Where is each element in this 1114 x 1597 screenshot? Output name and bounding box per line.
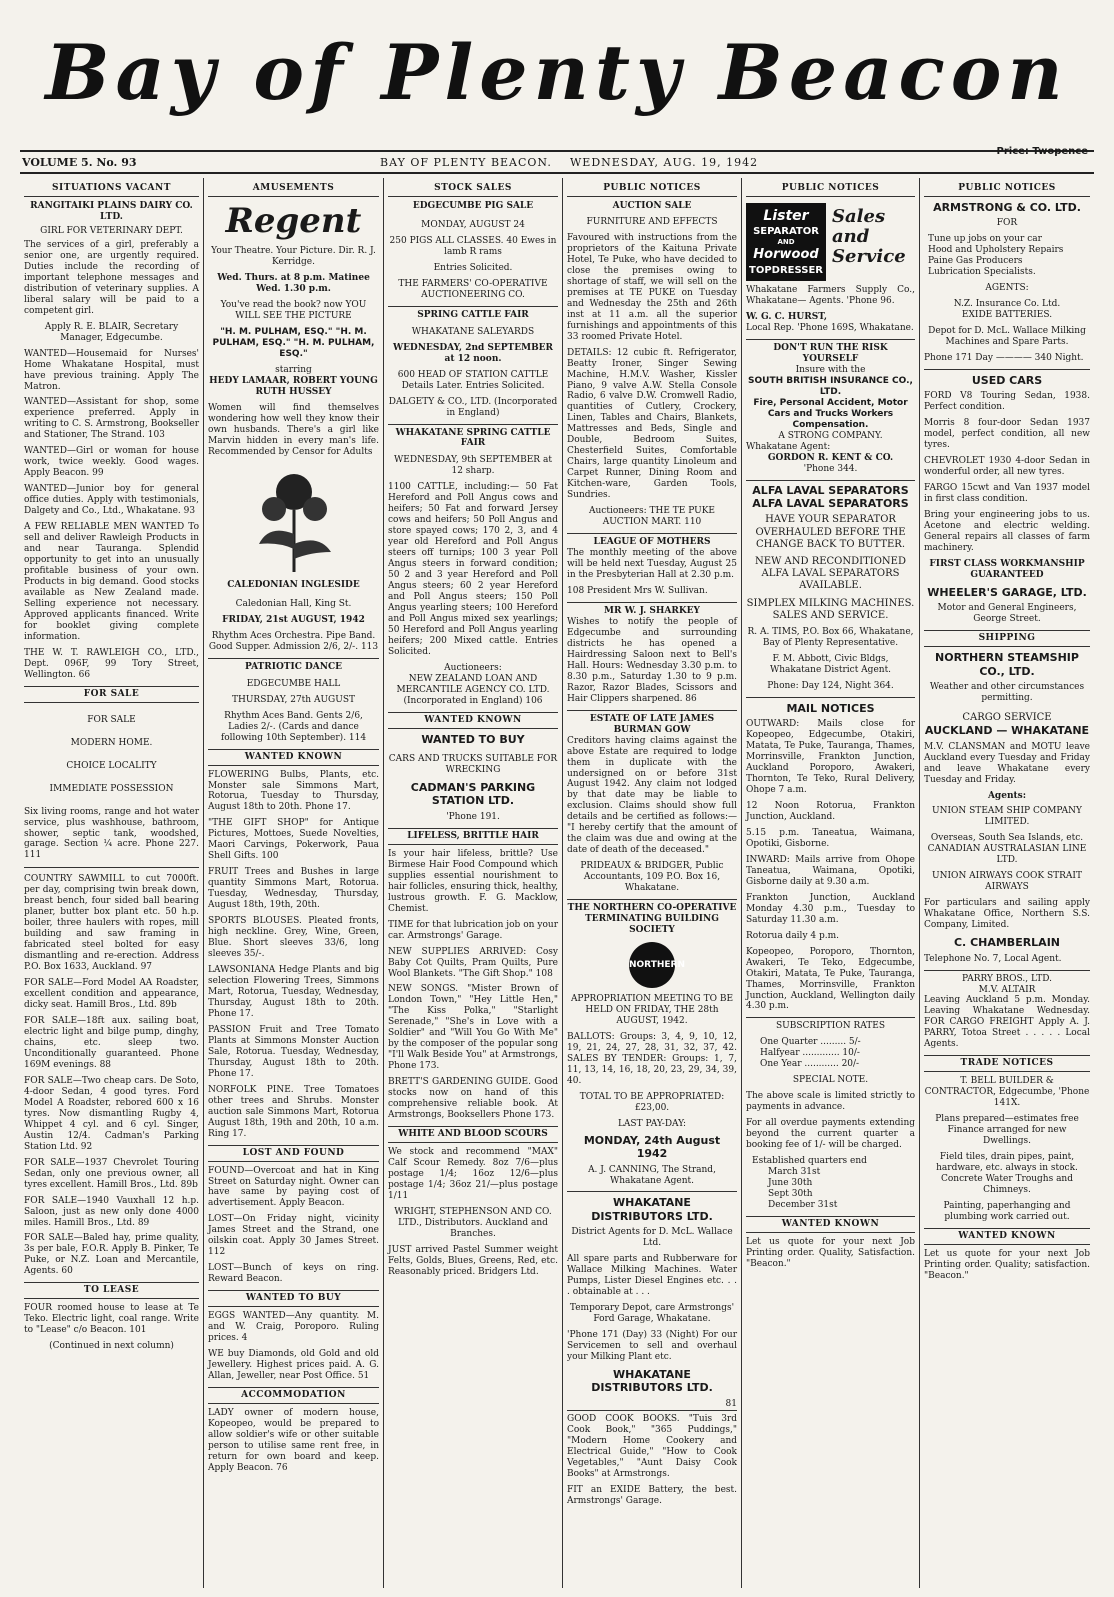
classified-ad: A FEW RELIABLE MEN WANTED To sell and deliver Rawleigh Products in and near Tauranga. Splendid opportunity to get into an unusually profitable business of your own. Products in big demand. Good stocks available as New Zealand made. Selling experience not necessary. Approved applicants financed. Write for booklet giving complete information.	[24, 522, 199, 642]
ad-line: 600 HEAD OF STATION CATTLE Details Later. Entries Solicited.	[397, 369, 549, 391]
classified-ad: FLOWERING Bulbs, Plants, etc. Monster sale Simmons Mart, Rotorua, Tuesday to Thursday, August 18th to 20th. Phone 17.	[208, 769, 379, 813]
ad-line: Paine Gas Producers	[928, 256, 1023, 267]
classified-ad: WANTED—Junior boy for general office duties. Apply with testimonials, Dalgety and Co., Ltd., Whakatane. 93	[24, 484, 199, 517]
ad-body: Favoured with instructions from the proprietors of the Kaituna Private Hotel, Te Puke, who have decided to close the premises owing to shortage of staff, we will sell on the premises at TE PUKE on Tuesday and Wednesday the 25th and 26th inst at 11 a.m. all the superior furnishings and appointments of this 33 roomed Private Hotel.	[567, 232, 737, 342]
ad-title: CALEDONIAN INGLESIDE	[227, 579, 360, 590]
paper-name: BAY OF PLENTY BEACON.	[380, 156, 552, 169]
ad-body: Leaving Auckland 5 p.m. Monday. Leaving Whakatane Wednesday. FOR CARGO FREIGHT Apply A. J. PARRY, Totoa Street . . . . . Local Agents.	[924, 995, 1090, 1050]
section-heading: WANTED KNOWN	[746, 1216, 915, 1233]
column-6	[919, 178, 1094, 1588]
section-heading: TRADE NOTICES	[924, 1055, 1090, 1072]
ad-number: 81	[725, 1398, 737, 1409]
brand-name: Horwood	[753, 247, 819, 263]
ad-signature: Apply R. E. BLAIR, Secretary Manager, Edgecumbe.	[44, 321, 179, 343]
section-heading: SHIPPING	[924, 630, 1090, 647]
ad-line: THURSDAY, 27th AUGUST	[232, 694, 355, 705]
lister-logo	[746, 203, 826, 281]
section-heading: PUBLIC NOTICES	[746, 181, 915, 197]
ad-line: T. BELL BUILDER & CONTRACTOR, Edgecumbe, 'Phone 141X.	[924, 1076, 1090, 1109]
classified-ad: CHEVROLET 1930 4-door Sedan in wonderful order, all new tyres.	[924, 456, 1090, 478]
ad-body: Wishes to notify the people of Edgecumbe and surrounding districts he has opened a Hairdressing Saloon next to Bell's Hall. Hours: Wednesday 3.30 p.m. to 8.30 p.m., Saturday 1.30 to 9 p.m. Razor, Razor Blades, Scissors and Hair Clippers sharpened. 86	[567, 616, 737, 704]
ad-body: Six living rooms, range and hot water service, plus washhouse, bathroom, shower, septic tank, woodshed, garage. Section ¼ acre. Phone 227. 111	[24, 806, 199, 861]
thistle-icon	[249, 464, 339, 574]
columns	[20, 178, 1094, 1588]
film-title: "H. M. PULHAM, ESQ." "H. M. PULHAM, ESQ." "H. M. PULHAM, ESQ."	[212, 327, 375, 360]
ad-title: WHAKATANE DISTRIBUTORS LTD.	[591, 1367, 713, 1395]
info-bar	[20, 146, 1094, 170]
northern-logo-icon: NORTHERN	[629, 942, 675, 988]
ad-line: Phone 171 Day ———— 340 Night.	[924, 353, 1084, 364]
ad-title: MONDAY, 24th August 1942	[583, 1133, 721, 1161]
ad-line: Agents:	[987, 790, 1027, 801]
ad-body: Creditors having claims against the above Estate are required to lodge them in duplicate with the undersigned on or before 31st August 1942. Any claim not lodged by that date may be liable to exclusion. Claims should show full details and be certified as follows:— "I hereby certify that the amount of the claim was due and owing at the date of death of the deceased."	[567, 735, 737, 856]
ad-body: DETAILS: 12 cubic ft. Refrigerator, Beatty Ironer, Singer Sewing Machine, H.M.V. Washer, Kissler Piano, 9 valve A.W. Stella Console Radio, 6 valve D.W. Cromwell Radio, quantities of Cutlery, Crockery, Linen, Tables and Chairs, Blankets, Mattresses and Beds, Single and Double, Bedroom Suites, Chesterfield Suites, Comfortable Chairs, large quantity Linoleum and Carpet Runner, Dining Room and Kitchen-ware, Garden Tools, Sundries.	[567, 347, 737, 501]
ad-title: DON'T RUN THE RISK YOURSELF	[746, 339, 915, 365]
ad-title: ESTATE OF LATE JAMES BURMAN GOW	[567, 710, 737, 736]
ad-line: WHAKATANE SALEYARDS	[411, 326, 535, 337]
ad-line: GORDON R. KENT & CO.	[767, 452, 894, 463]
ad-body: 5.15 p.m. Taneatua, Waimana, Opotiki, Gisborne.	[746, 827, 915, 849]
classified-ad: NEW SUPPLIES ARRIVED: Cosy Baby Cot Quilts, Pram Quilts, Pure Wool Blankets. "The Gift Shop." 108	[388, 946, 558, 979]
ad-title: WANTED TO BUY	[421, 732, 525, 746]
divider	[24, 867, 199, 868]
classified-ad: TIME for that lubrication job on your car. Armstrongs' Garage.	[388, 919, 558, 941]
classified-ad: FRUIT Trees and Bushes in large quantity Simmons Mart, Rotorua. Tuesday, Wednesday, Thursday, August 18th, 19th, 20th.	[208, 867, 379, 911]
section-heading: FOR SALE	[24, 686, 199, 703]
ad-line: March 31st	[768, 1167, 821, 1178]
ad-line: Caledonian Hall, King St.	[235, 598, 352, 609]
ad-line: WEDNESDAY, 9th SEPTEMBER at 12 sharp.	[394, 455, 552, 477]
ad-line: 'Phone 344.	[803, 463, 858, 474]
ad-line: December 31st	[768, 1200, 838, 1211]
ad-title: MAIL NOTICES	[746, 697, 915, 715]
classified-ad: NORFOLK PINE. Tree Tomatoes other trees and Shrubs. Monster auction sale Simmons Mart, Rotorua August 18th, 19th and 20th, 10 a.m. Ring 17.	[208, 1084, 379, 1139]
classified-ad: WANTED—Housemaid for Nurses' Home Whakatane Hospital, must have previous training. Apply The Matron.	[24, 348, 199, 392]
ad-subtitle: GIRL FOR VETERINARY DEPT.	[40, 225, 183, 236]
classified-ad: Let us quote for your next Job Printing order. Quality, Satisfaction. "Beacon."	[746, 1236, 915, 1269]
ad-title: AUCKLAND — WHAKATANE	[924, 724, 1090, 738]
ad-title: AUCTION SALE	[612, 200, 692, 211]
classified-ad: "THE GIFT SHOP" for Antique Pictures, Mottoes, Suede Novelties, Maori Carvings, Pokerwork, Paua Shell Gifts. 100	[208, 818, 379, 862]
brand-line: TOPDRESSER	[749, 265, 823, 277]
ad-line: Phone: Day 124, Night 364.	[767, 680, 894, 691]
classified-ad: JUST arrived Pastel Summer weight Felts, Golds, Blues, Greens, Red, etc. Reasonably priced. Bridgers Ltd.	[388, 1244, 558, 1277]
ad-line: FURNITURE AND EFFECTS	[586, 216, 718, 227]
section-heading: SITUATIONS VACANT	[24, 181, 199, 197]
ad-signature: WRIGHT, STEPHENSON AND CO. LTD., Distributors. Auckland and Branches.	[394, 1206, 552, 1239]
ad-signature: PRIDEAUX & BRIDGER, Public Accountants, 109 P.O. Box 16, Whakatane.	[580, 861, 724, 894]
ad-body: Rotorua daily 4 p.m.	[746, 930, 839, 941]
ad-line: A STRONG COMPANY.	[778, 430, 883, 441]
classified-ad: FOR SALE—Ford Model AA Roadster, excellent condition and appearance, dicky seat. Hamill Bros., Ltd. 89b	[24, 978, 199, 1011]
ad-body: All spare parts and Rubberware for Wallace Milking Machines. Water Pumps, Lister Diesel Engines etc. . . . obtainable at . . .	[567, 1254, 737, 1298]
ad-body: Whakatane Farmers Supply Co., Whakatane— Agents. 'Phone 96.	[746, 285, 915, 307]
ad-title: CADMAN'S PARKING STATION LTD.	[410, 781, 536, 808]
classified-ad: Morris 8 four-door Sedan 1937 model, perfect condition, all new tyres.	[924, 418, 1090, 451]
ad-title: ARMSTRONG & CO. LTD.	[933, 200, 1081, 214]
ad-line: APPROPRIATION MEETING TO BE HELD ON FRIDAY, THE 28th AUGUST, 1942.	[570, 994, 734, 1026]
sales-service-logo: Sales and Service	[832, 205, 906, 267]
ad-line: WEDNESDAY, 2nd SEPTEMBER at 12 noon.	[392, 342, 554, 364]
ad-body: The services of a girl, preferably a senior one, are urgently required. Duties include the recording of important telephone messages and distribution of veterinary supplies. A liberal salary will be paid to a competent girl.	[24, 239, 199, 316]
classified-ad: FOR SALE—Two cheap cars. De Soto, 4-door Sedan, 4 good tyres. Ford Model A Roadster, rebored 600 x 16 tyres. Now dismantling Rugby 4, Whippet 4 cyl. and 6 cyl. Singer, Austin 12/4. Cadman's Parking Station Ltd. 92	[24, 1075, 199, 1152]
ad-line: MONDAY, AUGUST 24	[421, 219, 525, 230]
classified-ad: FOR SALE—1940 Vauxhall 12 h.p. Saloon, just as new only done 4000 miles. Hamill Bros., Ltd. 89	[24, 1195, 199, 1228]
ad-line: Weather and other circumstances permitting.	[929, 682, 1085, 704]
volume-number: VOLUME 5. No. 93	[22, 156, 137, 169]
continued-note: (Continued in next column)	[49, 1341, 174, 1352]
ad-line: N.Z. Insurance Co. Ltd.	[953, 299, 1061, 310]
ad-line: Whakatane Agent:	[746, 441, 831, 452]
issue-date: WEDNESDAY, AUG. 19, 1942	[570, 156, 759, 169]
ad-title: MR W. J. SHARKEY	[567, 602, 737, 617]
classified-ad: FIT an EXIDE Battery, the best. Armstrongs' Garage.	[567, 1484, 737, 1506]
section-heading: AMUSEMENTS	[208, 181, 379, 197]
ad-line: starring	[275, 365, 312, 376]
ad-line: FRIDAY, 21st AUGUST, 1942	[222, 614, 365, 625]
column-1	[20, 178, 203, 1588]
ad-line: SIMPLEX MILKING MACHINES. SALES AND SERVICE.	[746, 597, 915, 621]
section-heading: LOST AND FOUND	[208, 1145, 379, 1162]
ad-line: Motor and General Engineers, George Street.	[937, 603, 1077, 625]
ad-signature: NEW ZEALAND LOAN AND MERCANTILE AGENCY CO. LTD. (Incorporated in England) 106	[396, 673, 550, 706]
ad-body: The monthly meeting of the above will be held next Tuesday, August 25 in the Presbyterian Hall at 2.30 p.m.	[567, 548, 737, 580]
section-heading: PUBLIC NOTICES	[924, 181, 1090, 197]
ad-signature: Auctioneers: THE TE PUKE AUCTION MART. 110	[588, 506, 715, 528]
section-heading: WANTED KNOWN	[388, 712, 558, 729]
ad-title: ALFA LAVAL SEPARATORS	[746, 480, 915, 497]
ad-body: Women will find themselves wondering how well they know their own husbands. There's a girl like Marvin hidden in every man's life. Recommended by Censor for Adults	[208, 403, 379, 457]
classified-ad: SPORTS BLOUSES. Pleated fronts, high neckline. Grey, Wine, Green, Blue. Short sleeves 33/6, long sleeves 35/-.	[208, 916, 379, 960]
ad-title: RANGITAIKI PLAINS DAIRY CO. LTD.	[30, 200, 193, 222]
ad-line: FIRST CLASS WORKMANSHIP GUARANTEED	[929, 559, 1085, 580]
ad-body: Frankton Junction, Auckland Monday 4.30 p.m., Tuesday to Saturday 11.30 a.m.	[746, 892, 915, 925]
ad-line: Lubrication Specialists.	[928, 267, 1036, 278]
section-heading: PUBLIC NOTICES	[567, 181, 737, 197]
column-5	[741, 178, 919, 1588]
cattle-list: 1100 CATTLE, including:— 50 Fat Hereford and Poll Angus cows and heifers; 50 Fat and forward Jersey cows and heifers; 50 Poll Angus and store spayed cows; 170 2, 3, and 4 year old Hereford and Poll Angus steers off turnips; 100 3 year Poll Angus steers in forward condition; 50 2 and 3 year Hereford and Poll Angus steers; 60 2 year Hereford and Poll Angus steers; 150 Poll Angus yearling steers; 100 Hereford and Poll Angus mixed sex yearlings; 50 Hereford and Poll Angus yearling heifers; 200 Mixed cattle. Entries Solicited.	[388, 482, 558, 657]
classified-ad: GOOD COOK BOOKS. "Tuis 3rd Cook Book," "365 Puddings," "Modern Home Cookery and Electrical Guide," "How to Cook Vegetables," "Aunt Daisy Cook Books" at Armstrongs.	[567, 1410, 737, 1480]
classified-ad: EGGS WANTED—Any quantity. M. and W. Craig, Poroporo. Ruling prices. 4	[208, 1311, 379, 1344]
ad-body: M.V. CLANSMAN and MOTU leave Auckland every Tuesday and Friday and leave Whakatane every Tuesday and Friday.	[924, 741, 1090, 785]
ad-title: ALFA LAVAL SEPARATORS	[752, 497, 909, 511]
ad-body: For particulars and sailing apply Whakatane Office, Northern S.S. Company, Limited.	[924, 898, 1090, 931]
ad-title: PATRIOTIC DANCE	[208, 658, 379, 673]
ad-title: LEAGUE OF MOTHERS	[567, 533, 737, 548]
ad-line: FOR	[996, 218, 1018, 229]
ad-title: WHAKATANE DISTRIBUTORS LTD.	[567, 1191, 737, 1223]
ad-title: THE NORTHERN CO-OPERATIVE TERMINATING BUILDING SOCIETY	[567, 899, 737, 936]
ad-line: June 30th	[768, 1178, 813, 1189]
ad-line: F. M. Abbott, Civic Bldgs, Whakatane District Agent.	[769, 653, 892, 675]
classified-ad: WE buy Diamonds, old Gold and old Jewellery. Highest prices paid. A. G. Allan, Jeweller, near Post Office. 51	[208, 1349, 379, 1382]
ad-signature: DALGETY & CO., LTD. (Incorporated in England)	[388, 396, 558, 418]
ad-signature: THE FARMERS' CO-OPERATIVE AUCTIONEERING CO.	[398, 278, 548, 300]
classified-ad: FOR SALE—18ft aux. sailing boat, electric light and bilge pump, dinghy, chains, etc. sleep two. Unconditionally guaranteed. Phone 169M evenings. 88	[24, 1016, 199, 1070]
ad-line: EDGECUMBE HALL	[246, 678, 341, 689]
lister-ad	[746, 201, 915, 285]
ad-line: 250 PIGS ALL CLASSES. 40 Ewes in lamb R rams	[389, 235, 557, 257]
ad-line: District Agents for D. McL. Wallace Ltd.	[571, 1227, 733, 1249]
column-2	[203, 178, 383, 1588]
ad-signature: 108 President Mrs W. Sullivan.	[567, 585, 708, 596]
classified-ad: Let us quote for your next Job Printing order. Quality; satisfaction. "Beacon."	[924, 1248, 1090, 1281]
ad-line: You've read the book? now YOU WILL SEE THE PICTURE	[220, 300, 367, 322]
ad-line: LAST PAY-DAY:	[617, 1118, 687, 1129]
section-heading: TO LEASE	[24, 1282, 199, 1299]
ad-line: Overseas, South Sea Islands, etc. CANADIAN AUSTRALASIAN LINE LTD.	[927, 833, 1087, 866]
classified-ad: FOUND—Overcoat and hat in King Street on Saturday night. Owner can have same by paying cost of advertisement. Apply Beacon.	[208, 1165, 379, 1209]
section-heading: WANTED TO BUY	[208, 1290, 379, 1307]
classified-ad: PASSION Fruit and Tree Tomato Plants at Simmons Monster Auction Sale, Rotorua. Tuesday, Wednesday, Thursday, August 18th to 20th. Phone 17.	[208, 1024, 379, 1079]
classified-ad: FOUR roomed house to lease at Te Teko. Electric light, coal range. Write to "Lease" c/o Beacon. 101	[24, 1303, 199, 1336]
ad-body: Is your hair lifeless, brittle? Use Birmese Hair Food Compound which supplies essential nourishment to hair follicles, ensuring thick, healthy, lustrous growth. F. G. Macklow, Chemist.	[388, 848, 558, 914]
ad-line: Sept 30th	[768, 1189, 813, 1200]
ad-signature: A. J. CANNING, The Strand, Whakatane Agent.	[588, 1164, 716, 1186]
section-heading: WANTED KNOWN	[208, 749, 379, 766]
newspaper-title: Bay of Plenty Beacon	[45, 28, 1069, 117]
ad-body: For all overdue payments extending beyond the current quarter a booking fee of 1/- will be charged.	[746, 1118, 915, 1151]
ad-line: Telephone No. 7, Local Agent.	[924, 953, 1062, 964]
top-rule	[20, 150, 1094, 152]
ad-line: CHOICE LOCALITY	[66, 760, 157, 771]
brand-line: SEPARATOR	[753, 226, 819, 238]
classified-ad: BRETT'S GARDENING GUIDE. Good stocks now on hand of this comprehensive reliable book. At Armstrongs, Booksellers Phone 173.	[388, 1077, 558, 1121]
ad-line: NEW AND RECONDITIONED ALFA LAVAL SEPARATORS AVAILABLE.	[755, 556, 906, 592]
ad-line: Local Rep. 'Phone 169S, Whakatane.	[746, 323, 914, 334]
ad-body: Kopeopeo, Poroporo, Thornton, Awakeri, Te Teko, Edgecumbe, Otakiri, Matata, Te Puke, Tauranga, Thames, Morrinsville, Frankton Junction, Auckland, Wellington daily 4.30 p.m.	[746, 946, 915, 1012]
ad-line: Depot for D. McL. Wallace Milking Machines and Spare Parts.	[928, 326, 1086, 348]
ad-line: Entries Solicited.	[433, 262, 513, 273]
classified-ad: LOST—On Friday night, vicinity James Street and the Strand, one oilskin coat. Apply 30 James Street. 112	[208, 1214, 379, 1258]
ad-line: Hood and Upholstery Repairs	[928, 245, 1064, 256]
ad-line: UNION STEAM SHIP COMPANY LIMITED.	[932, 806, 1082, 828]
masthead	[0, 0, 1114, 150]
ad-body: 12 Noon Rotorua, Frankton Junction, Auckland.	[746, 800, 915, 822]
ad-line: Rhythm Aces Band. Gents 2/6, Ladies 2/-. (Cards and dance following 10th September). 114	[220, 710, 367, 743]
section-heading: ACCOMMODATION	[208, 1387, 379, 1404]
column-4	[562, 178, 741, 1588]
ad-line: Rhythm Aces Orchestra. Pipe Band. Good Supper. Admission 2/6, 2/-. 113	[208, 630, 379, 652]
ad-title: C. CHAMBERLAIN	[953, 936, 1060, 950]
ad-line: Field tiles, drain pipes, paint, hardware, etc. always in stock. Concrete Water Troughs and Chimneys.	[936, 1152, 1078, 1195]
ad-title: SOUTH BRITISH INSURANCE CO., LTD.	[748, 375, 913, 397]
ad-line: Fire, Personal Accident, Motor Cars and Trucks Workers Compensation.	[753, 397, 908, 430]
ad-title: EDGECUMBE PIG SALE	[412, 200, 534, 211]
ad-line: CARGO SERVICE	[962, 712, 1052, 724]
ad-title: WHITE AND BLOOD SCOURS	[388, 1126, 558, 1143]
ad-line: 'Phone 191.	[446, 811, 500, 822]
rate-row: One Quarter ......... 5/-	[760, 1037, 861, 1048]
classified-ad: FOR SALE—1937 Chevrolet Touring Sedan, only one previous owner, all tyres excellent. Hamill Bros., Ltd. 89b	[24, 1157, 199, 1190]
ad-line: AGENTS:	[985, 283, 1029, 294]
ad-body: INWARD: Mails arrive from Ohope Taneatua, Waimana, Opotiki, Gisborne daily at 9.30 a.m.	[746, 854, 915, 887]
classified-ad: WANTED—Assistant for shop, some experience preferred. Apply in writing to C. S. Armstrong, Bookseller and Stationer, The Strand. 103	[24, 397, 199, 441]
ad-body: The above scale is limited strictly to payments in advance.	[746, 1091, 915, 1113]
ad-line: M.V. ALTAIR	[978, 984, 1036, 995]
ad-line: MODERN HOME.	[70, 737, 153, 748]
ad-title: WHAKATANE SPRING CATTLE FAIR	[388, 424, 558, 450]
ad-line: CARS AND TRUCKS SUITABLE FOR WRECKING	[388, 754, 558, 776]
ad-title: NORTHERN STEAMSHIP CO., LTD.	[935, 651, 1079, 678]
ad-body: OUTWARD: Mails close for Kopeopeo, Edgecumbe, Otakiri, Matata, Te Puke, Tauranga, Thames, Morrinsville, Frankton Junction, Auckland Poroporo, Awakeri, Thornton, Te Teko, Rural Delivery, Ohope 7 a.m.	[746, 719, 915, 796]
ad-body: 'Phone 171 (Day) 33 (Night) For our Servicemen to sell and overhaul your Milking Plant etc.	[567, 1330, 737, 1362]
theatre-name: Regent	[225, 200, 362, 241]
section-heading: WANTED KNOWN	[924, 1228, 1090, 1245]
brand-line: AND	[777, 238, 795, 247]
price: Price: Twopence	[996, 146, 1088, 157]
ad-title: LIFELESS, BRITTLE HAIR	[388, 828, 558, 845]
ad-title: WHEELER'S GARAGE, LTD.	[927, 585, 1087, 599]
ad-line: W. G. C. HURST,	[746, 312, 828, 323]
ad-body: BALLOTS: Groups: 3, 4, 9, 10, 12, 19, 21, 24, 27, 28, 31, 32, 37, 42. SALES BY TENDER: Groups: 1, 7, 11, 13, 14, 16, 18, 20, 23, 29, 34, 39, 40.	[567, 1031, 737, 1086]
classified-ad: FORD V8 Touring Sedan, 1938. Perfect condition.	[924, 391, 1090, 413]
ad-line: Tune up jobs on your car	[928, 234, 1042, 245]
ad-line: UNION AIRWAYS COOK STRAIT AIRWAYS	[932, 871, 1082, 893]
ad-signature: THE W. T. RAWLEIGH CO., LTD., Dept. 096F, 99 Tory Street, Wellington. 66	[24, 647, 199, 680]
ad-line: IMMEDIATE POSSESSION	[49, 783, 174, 794]
classified-ad: COUNTRY SAWMILL to cut 7000ft. per day, comprising twin break down, breast bench, four sided ball bearing planer, butter box plant etc. 50 h.p. boiler, three haulers with ropes, mill building and saw framing in fabricated steel bolted for easy dismantling and re-erection. Address P.O. Box 1633, Auckland. 97	[24, 874, 199, 973]
classified-ad: NEW SONGS. "Mister Brown of London Town," "Hey Little Hen," "The Kiss Polka," "Starlight Serenade," "She's in Love with a Soldier" and "Will You Go With Me" by the composer of the popular song "I'll Walk Beside You" at Armstrongs, Phone 173.	[388, 984, 558, 1072]
ad-line: Temporary Depot, care Armstrongs' Ford Garage, Whakatane.	[569, 1303, 735, 1325]
classified-ad: LADY owner of modern house, Kopeopeo, would be prepared to allow soldier's wife or other suitable person to utilise same rent free, in return for own board and keep. Apply Beacon. 76	[208, 1407, 379, 1473]
ad-line: Plans prepared—estimates free Finance arranged for new Dwellings.	[935, 1114, 1079, 1147]
ad-line: Established quarters end	[752, 1156, 867, 1167]
ad-body: We stock and recommend "MAX" Calf Scour Remedy. 8oz 7/6—plus postage 1/4; 16oz 12/6—plus postage 1/4; 36oz 21/—plus postage 1/11	[388, 1147, 558, 1201]
ad-title: SPRING CATTLE FAIR	[388, 306, 558, 321]
info-rule	[20, 172, 1094, 174]
ad-line: TOTAL TO BE APPROPRIATED: £23,00.	[579, 1091, 725, 1113]
ad-line: Auctioneers:	[444, 662, 502, 673]
classified-ad: FARGO 15cwt and Van 1937 model in first class condition.	[924, 483, 1090, 505]
rate-row: One Year ............ 20/-	[760, 1059, 860, 1070]
ad-title: USED CARS	[924, 369, 1090, 387]
brand-name: Lister	[763, 207, 809, 224]
column-3	[383, 178, 562, 1588]
classified-ad: FOR SALE—Baled hay, prime quality, 3s per bale, F.O.R. Apply B. Pinker, Te Puke, or N.Z. Loan and Mercantile, Agents. 60	[24, 1233, 199, 1277]
ad-line: Painting, paperhanging and plumbing work carried out.	[943, 1200, 1071, 1222]
ad-line: Insure with the	[795, 364, 866, 375]
section-heading: STOCK SALES	[388, 181, 558, 197]
classified-ad: LAWSONIANA Hedge Plants and big selection Flowering Trees, Simmons Mart, Rotorua, Tuesday, Wednesday, Thursday, August 18th to 20th. Phone 17.	[208, 965, 379, 1019]
ad-title: PARRY BROS., LTD.	[924, 970, 1090, 985]
ad-line: Your Theatre. Your Picture. Dir. R. J. Kerridge.	[211, 246, 376, 268]
ad-line: R. A. TIMS, P.O. Box 66, Whakatane, Bay of Plenty Representative.	[747, 626, 914, 648]
classified-ad: Bring your engineering jobs to us. Acetone and electric welding. General repairs all classes of farm machinery.	[924, 510, 1090, 554]
ad-line: Wed. Thurs. at 8 p.m. Matinee Wed. 1.30 p.m.	[217, 273, 370, 295]
rate-row: Halfyear ............. 10/-	[760, 1048, 860, 1059]
ad-line: EXIDE BATTERIES.	[961, 310, 1053, 321]
classified-ad: LOST—Bunch of keys on ring. Reward Beacon.	[208, 1263, 379, 1285]
film-stars: HEDY LAMAAR, ROBERT YOUNG RUTH HUSSEY	[209, 376, 378, 398]
ad-title: SUBSCRIPTION RATES	[746, 1017, 915, 1032]
ad-title: FOR SALE	[87, 714, 136, 725]
classified-ad: WANTED—Girl or woman for house work, twice weekly. Good wages. Apply Beacon. 99	[24, 446, 199, 479]
ad-line: HAVE YOUR SEPARATOR OVERHAULED BEFORE THE CHANGE BACK TO BUTTER.	[755, 514, 906, 550]
ad-title: SPECIAL NOTE.	[792, 1075, 869, 1086]
